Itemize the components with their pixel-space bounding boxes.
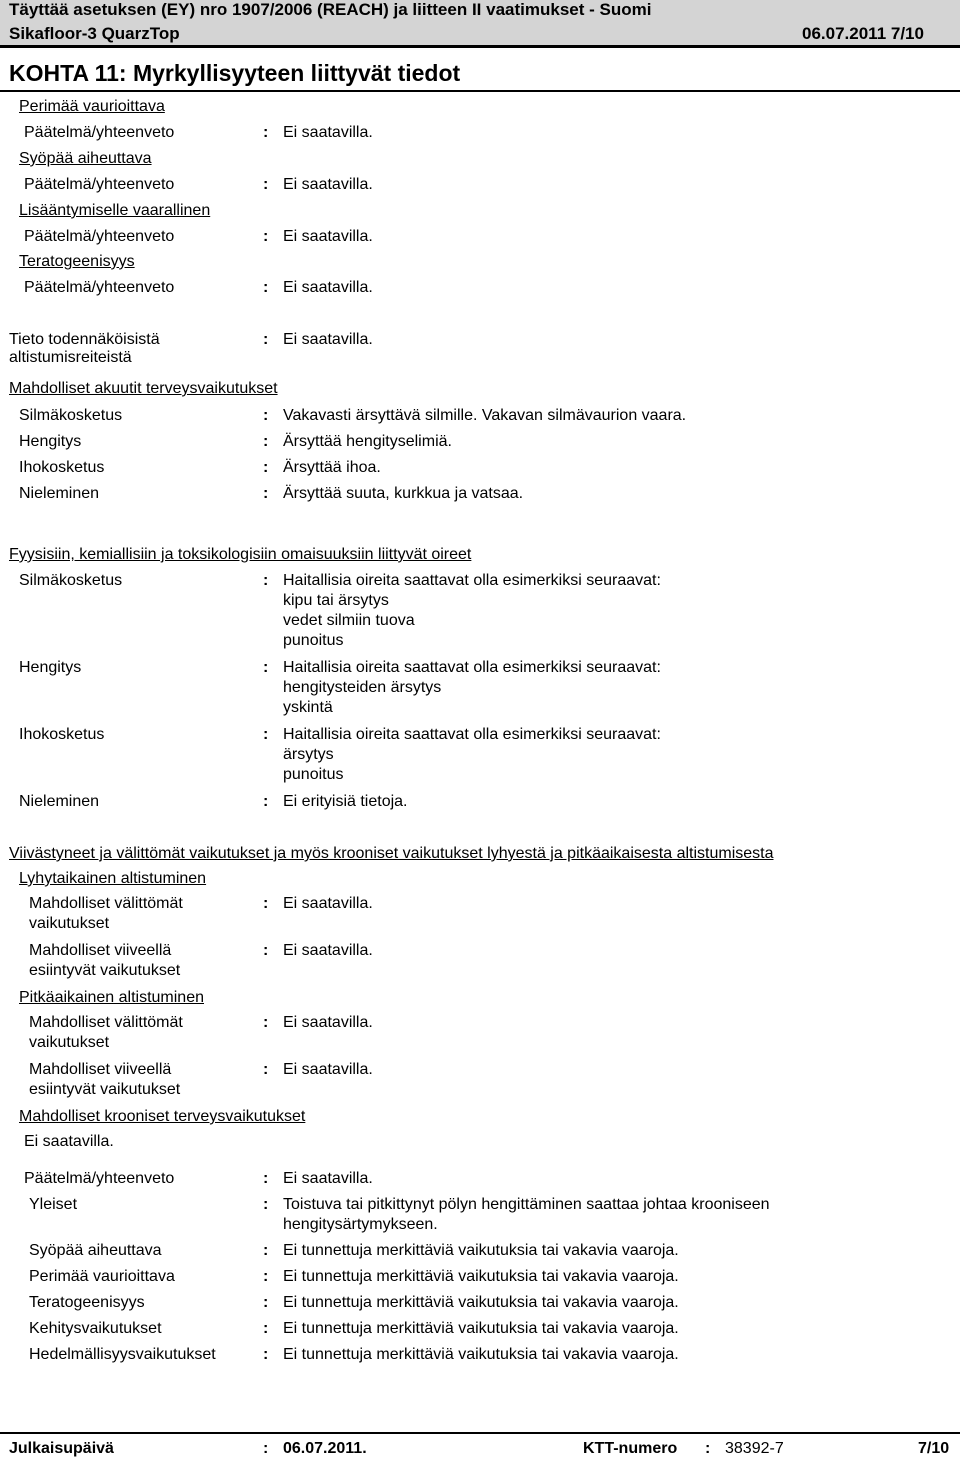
section-title: KOHTA 11: Myrkyllisyyteen liittyvät tiedot — [9, 60, 461, 86]
conclusion-label: Päätelmä/yhteenveto — [24, 279, 175, 296]
chronic-teratogenicity-value: Ei tunnettuja merkittäviä vaikutuksia tai vakavia vaaroja. — [283, 1294, 679, 1311]
acute-skin-value: Ärsyttää ihoa. — [283, 459, 381, 476]
symptoms-inhalation-line: hengitysteiden ärsytys — [283, 679, 442, 696]
symptoms-ingestion-label: Nieleminen — [19, 793, 100, 810]
colon: : — [263, 331, 269, 348]
acute-effects-heading: Mahdolliset akuutit terveysvaikutukset — [9, 380, 278, 397]
publication-date-label: Julkaisupäivä — [9, 1440, 114, 1457]
colon: : — [263, 1294, 269, 1311]
chronic-developmental-value: Ei tunnettuja merkittäviä vaikutuksia tai vakavia vaaroja. — [283, 1320, 679, 1337]
delayed-effects-label-cont: esiintyvät vaikutukset — [29, 962, 181, 979]
chronic-effects-note: Ei saatavilla. — [24, 1133, 114, 1150]
immediate-effects-value: Ei saatavilla. — [283, 1014, 373, 1031]
symptoms-eye-line: punoitus — [283, 632, 344, 649]
page-number: 7/10 — [918, 1440, 950, 1457]
symptoms-eye-label: Silmäkosketus — [19, 572, 123, 589]
colon: : — [263, 1320, 269, 1337]
delayed-effects-label: Mahdolliset viiveellä — [29, 1061, 172, 1078]
colon: : — [263, 485, 269, 502]
symptoms-skin-label: Ihokosketus — [19, 726, 105, 743]
conclusion-label: Päätelmä/yhteenveto — [24, 176, 175, 193]
colon: : — [263, 572, 269, 589]
immediate-effects-label: Mahdolliset välittömät — [29, 1014, 183, 1031]
ktt-number-label: KTT-numero — [583, 1440, 678, 1457]
colon: : — [263, 1242, 269, 1259]
symptoms-inhalation-line: Haitallisia oireita saattavat olla esimerkiksi seuraavat: — [283, 659, 661, 676]
colon: : — [263, 433, 269, 450]
colon: : — [263, 942, 269, 959]
colon: : — [263, 1346, 269, 1363]
delayed-effects-label-cont: esiintyvät vaikutukset — [29, 1081, 181, 1098]
chronic-teratogenicity-label: Teratogeenisyys — [29, 1294, 145, 1311]
conclusion-label: Päätelmä/yhteenveto — [24, 124, 175, 141]
carcinogenicity-heading: Syöpää aiheuttava — [19, 150, 152, 167]
chronic-mutagenicity-value: Ei tunnettuja merkittäviä vaikutuksia tai vakavia vaaroja. — [283, 1268, 679, 1285]
colon: : — [263, 407, 269, 424]
immediate-effects-value: Ei saatavilla. — [283, 895, 373, 912]
chronic-fertility-value: Ei tunnettuja merkittäviä vaikutuksia tai vakavia vaaroja. — [283, 1346, 679, 1363]
acute-skin-label: Ihokosketus — [19, 459, 105, 476]
long-term-heading: Pitkäaikainen altistuminen — [19, 989, 204, 1006]
symptoms-inhalation-label: Hengitys — [19, 659, 82, 676]
chronic-fertility-label: Hedelmällisyysvaikutukset — [29, 1346, 216, 1363]
symptoms-skin-line: ärsytys — [283, 746, 334, 763]
symptoms-skin-line: punoitus — [283, 766, 344, 783]
conclusion-value: Ei saatavilla. — [283, 228, 373, 245]
date-page: 06.07.2011 7/10 — [802, 24, 924, 43]
chronic-carcinogenicity-value: Ei tunnettuja merkittäviä vaikutuksia tai vakavia vaaroja. — [283, 1242, 679, 1259]
immediate-effects-label: Mahdolliset välittömät — [29, 895, 183, 912]
colon: : — [263, 176, 269, 193]
exposure-routes-label-cont: altistumisreiteistä — [9, 349, 132, 366]
delayed-effects-label: Mahdolliset viiveellä — [29, 942, 172, 959]
chronic-effects-heading: Mahdolliset krooniset terveysvaikutukset — [19, 1108, 306, 1125]
symptoms-ingestion-value: Ei erityisiä tietoja. — [283, 793, 408, 810]
colon: : — [263, 793, 269, 810]
colon: : — [263, 1440, 269, 1457]
delayed-effects-value: Ei saatavilla. — [283, 942, 373, 959]
product-name: Sikafloor-3 QuarzTop — [9, 24, 180, 43]
acute-inhalation-label: Hengitys — [19, 433, 82, 450]
immediate-effects-label-cont: vaikutukset — [29, 915, 110, 932]
chronic-general-value: Toistuva tai pitkittynyt pölyn hengittäminen saattaa johtaa krooniseen — [283, 1196, 770, 1213]
chronic-conclusion-value: Ei saatavilla. — [283, 1170, 373, 1187]
colon: : — [263, 1196, 269, 1213]
ktt-number-value: 38392-7 — [725, 1440, 784, 1457]
colon: : — [263, 124, 269, 141]
teratogenicity-heading: Teratogeenisyys — [19, 253, 135, 270]
delayed-effects-heading: Viivästyneet ja välittömät vaikutukset ja myös krooniset vaikutukset lyhyestä ja pitkäaikaisesta altistumisesta — [9, 845, 774, 862]
acute-eye-label: Silmäkosketus — [19, 407, 123, 424]
publication-date-value: 06.07.2011. — [283, 1440, 367, 1457]
reproductive-heading: Lisääntymiselle vaarallinen — [19, 202, 211, 219]
conclusion-value: Ei saatavilla. — [283, 279, 373, 296]
colon: : — [263, 726, 269, 743]
acute-ingestion-label: Nieleminen — [19, 485, 100, 502]
conclusion-value: Ei saatavilla. — [283, 124, 373, 141]
colon: : — [263, 459, 269, 476]
acute-ingestion-value: Ärsyttää suuta, kurkkua ja vatsaa. — [283, 485, 524, 502]
symptoms-eye-line: kipu tai ärsytys — [283, 592, 389, 609]
symptoms-eye-line: vedet silmiin tuova — [283, 612, 415, 629]
regulation-title: Täyttää asetuksen (EY) nro 1907/2006 (REACH) ja liitteen II vaatimukset - Suomi — [9, 0, 652, 19]
chronic-general-value-cont: hengitysärtymykseen. — [283, 1216, 438, 1233]
colon: : — [705, 1440, 711, 1457]
conclusion-label: Päätelmä/yhteenveto — [24, 228, 175, 245]
acute-eye-value: Vakavasti ärsyttävä silmille. Vakavan silmävaurion vaara. — [283, 407, 687, 424]
symptoms-heading: Fyysisiin, kemiallisiin ja toksikologisiin omaisuuksiin liittyvät oireet — [9, 546, 472, 563]
immediate-effects-label-cont: vaikutukset — [29, 1034, 110, 1051]
conclusion-value: Ei saatavilla. — [283, 176, 373, 193]
symptoms-eye-line: Haitallisia oireita saattavat olla esimerkiksi seuraavat: — [283, 572, 661, 589]
colon: : — [263, 659, 269, 676]
footer-divider — [0, 1432, 960, 1434]
symptoms-inhalation-line: yskintä — [283, 699, 333, 716]
delayed-effects-value: Ei saatavilla. — [283, 1061, 373, 1078]
symptoms-skin-line: Haitallisia oireita saattavat olla esimerkiksi seuraavat: — [283, 726, 661, 743]
chronic-mutagenicity-label: Perimää vaurioittava — [29, 1268, 175, 1285]
short-term-heading: Lyhytaikainen altistuminen — [19, 870, 207, 887]
colon: : — [263, 1014, 269, 1031]
mutagenicity-heading: Perimää vaurioittava — [19, 98, 165, 115]
colon: : — [263, 279, 269, 296]
colon: : — [263, 1170, 269, 1187]
chronic-conclusion-label: Päätelmä/yhteenveto — [24, 1170, 175, 1187]
exposure-routes-label: Tieto todennäköisistä — [9, 331, 160, 348]
acute-inhalation-value: Ärsyttää hengityselimiä. — [283, 433, 452, 450]
chronic-carcinogenicity-label: Syöpää aiheuttava — [29, 1242, 162, 1259]
exposure-routes-value: Ei saatavilla. — [283, 331, 373, 348]
section-title-divider — [0, 90, 960, 92]
colon: : — [263, 1061, 269, 1078]
header-divider — [0, 45, 960, 48]
colon: : — [263, 895, 269, 912]
chronic-general-label: Yleiset — [29, 1196, 78, 1213]
colon: : — [263, 1268, 269, 1285]
colon: : — [263, 228, 269, 245]
chronic-developmental-label: Kehitysvaikutukset — [29, 1320, 162, 1337]
